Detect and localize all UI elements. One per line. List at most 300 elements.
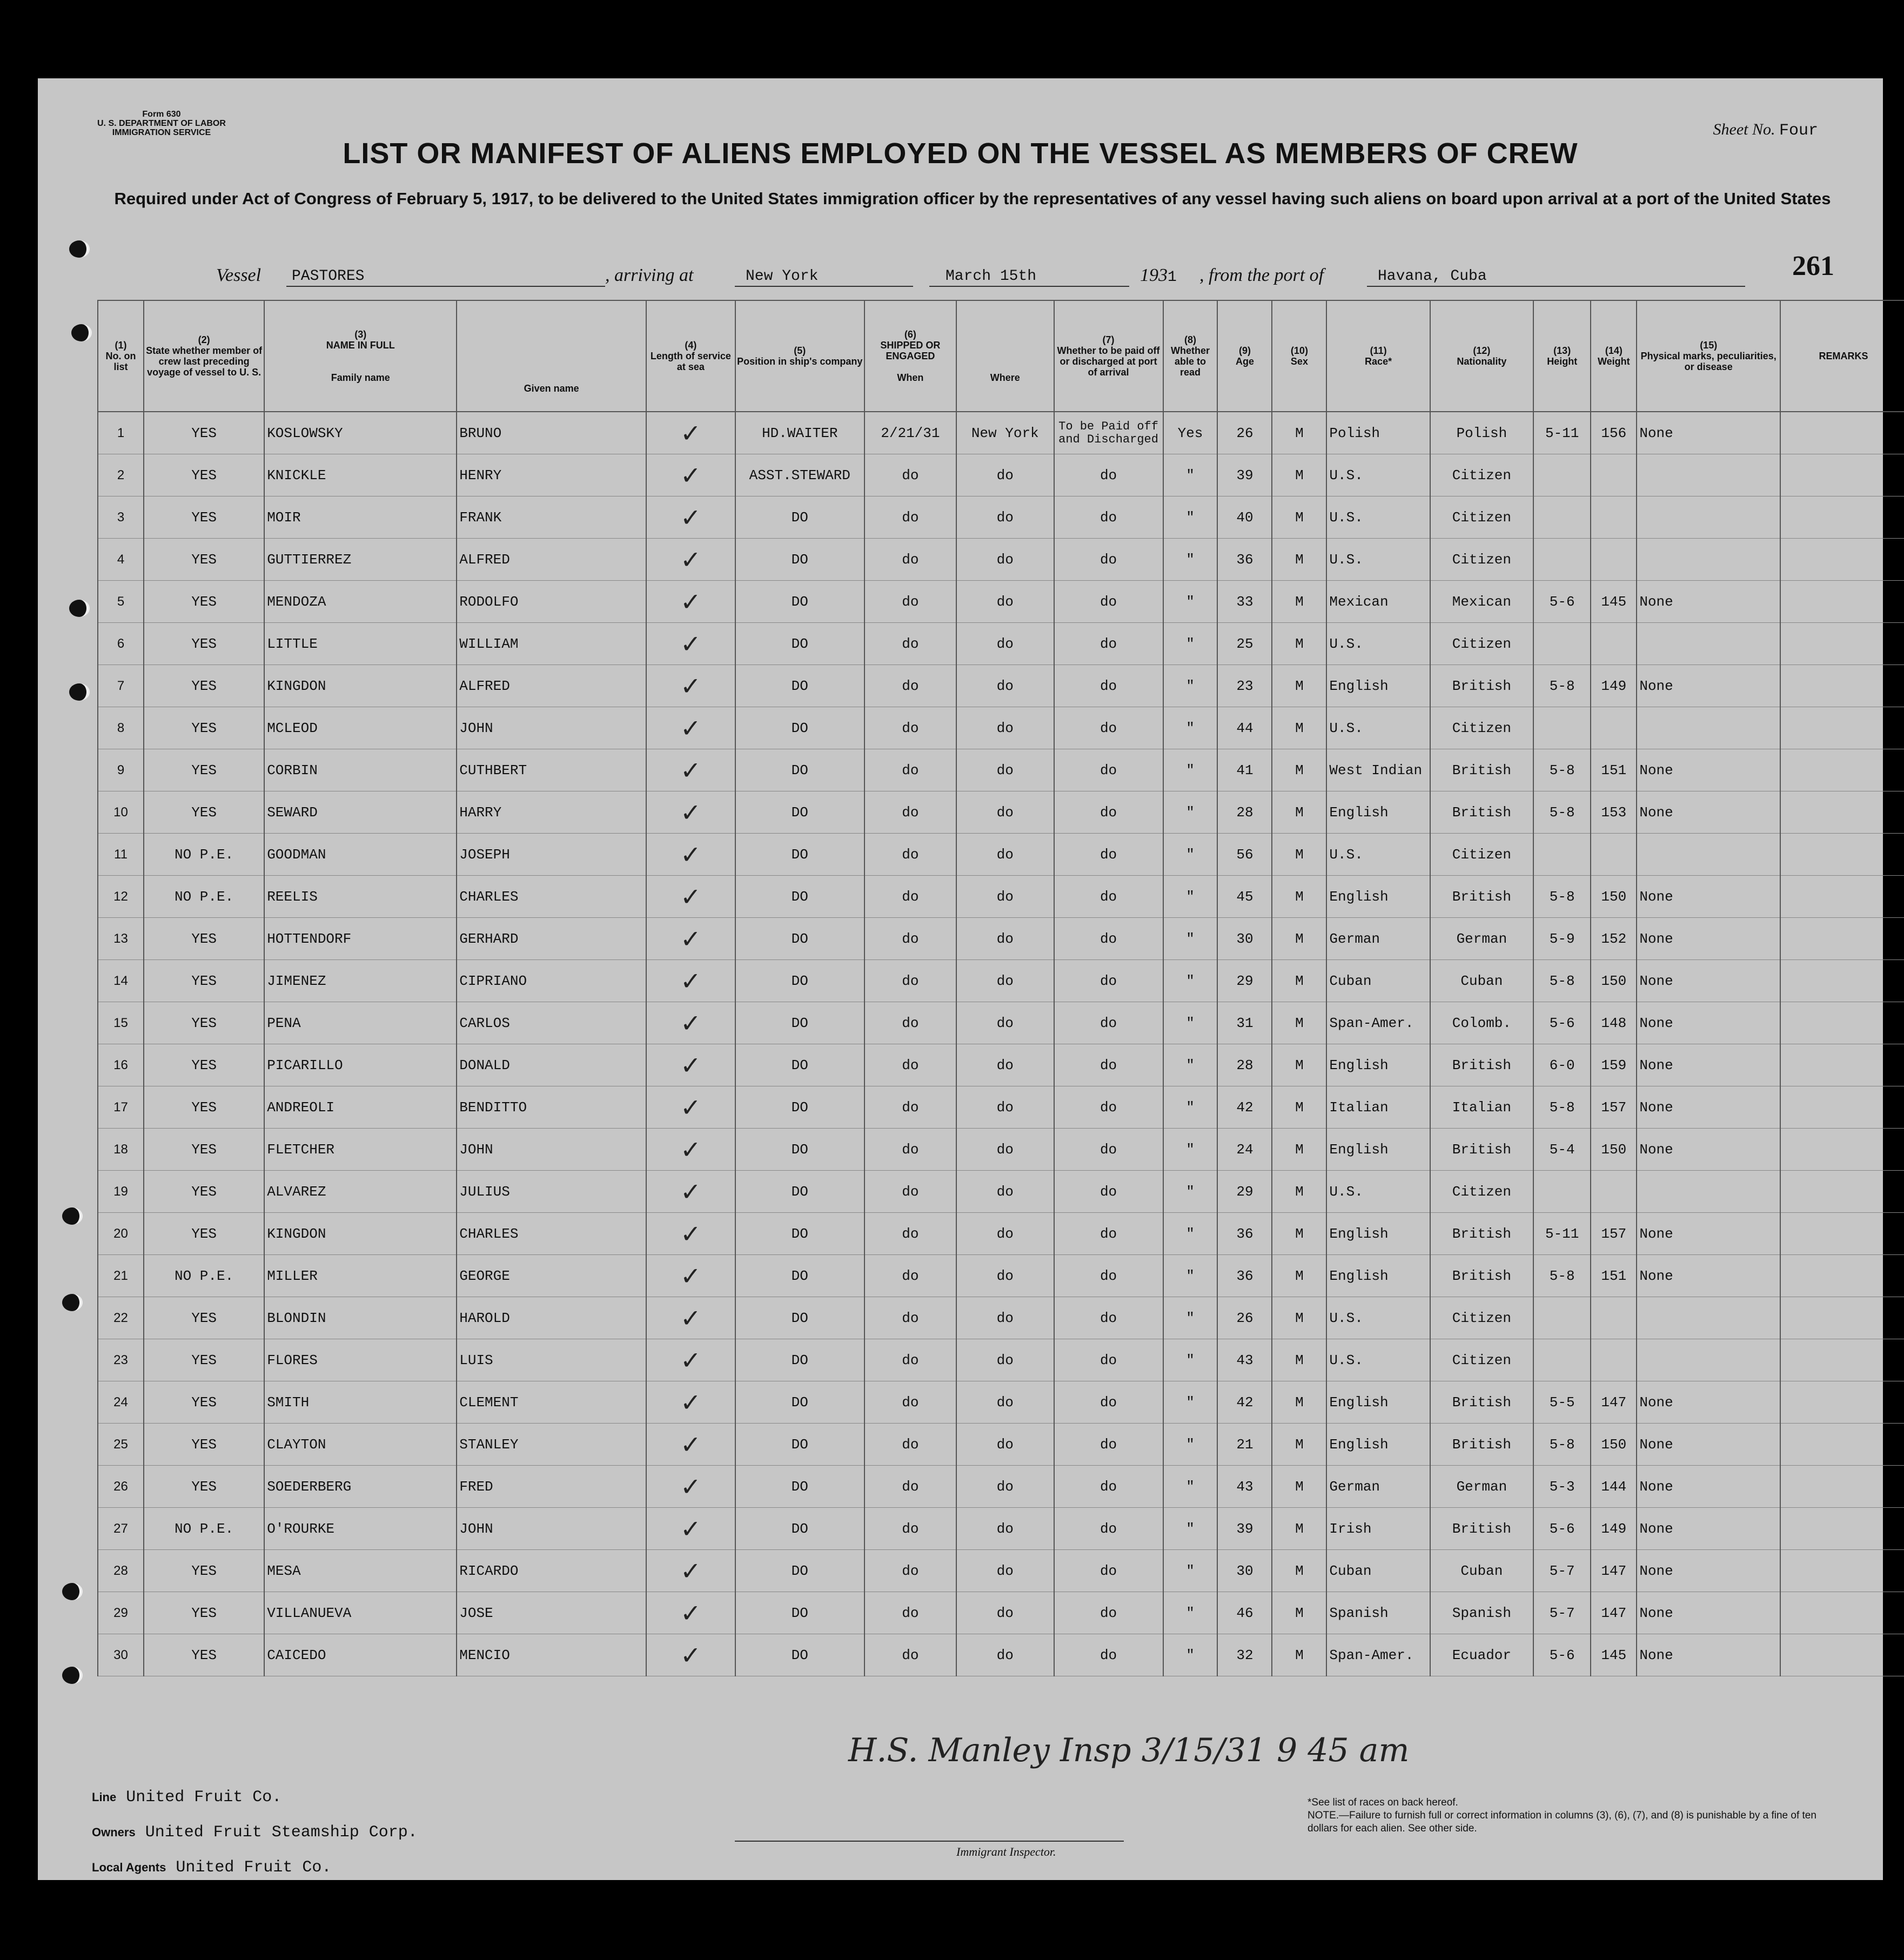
cell-family-name: SEWARD xyxy=(264,791,457,834)
cell-where: do xyxy=(956,791,1054,834)
cell-previous-voyage: YES xyxy=(144,496,264,539)
cell-sex: M xyxy=(1272,707,1326,749)
cell-where: do xyxy=(956,1213,1054,1255)
col-family-name-header: (3) NAME IN FULL Family name xyxy=(264,300,457,412)
cell-given-name: CIPRIANO xyxy=(457,960,646,1002)
cell-read: " xyxy=(1163,1086,1218,1129)
cell-race: U.S. xyxy=(1326,496,1430,539)
cell-weight: 150 xyxy=(1591,1129,1637,1171)
cell-age: 43 xyxy=(1217,1466,1272,1508)
table-row xyxy=(98,1044,1904,1086)
cell-height: 5-11 xyxy=(1533,412,1591,454)
cell-height xyxy=(1533,1297,1591,1339)
punch-hole xyxy=(71,324,92,341)
cell-race: English xyxy=(1326,1129,1430,1171)
cell-remarks xyxy=(1780,960,1904,1002)
cell-remarks xyxy=(1780,1339,1904,1381)
cell-race: U.S. xyxy=(1326,1171,1430,1213)
cell-paid-off: do xyxy=(1054,1466,1163,1508)
year-prefix: 193 xyxy=(1140,265,1168,285)
cell-sex: M xyxy=(1272,918,1326,960)
cell-nationality: British xyxy=(1430,1129,1533,1171)
cell-nationality: British xyxy=(1430,791,1533,834)
cell-where: do xyxy=(956,454,1054,496)
col-position-header: (5) Position in ship's company xyxy=(735,300,864,412)
cell-family-name: CAICEDO xyxy=(264,1634,457,1676)
cell-no: 27 xyxy=(98,1508,144,1550)
cell-nationality: Citizen xyxy=(1430,623,1533,665)
cell-no: 12 xyxy=(98,876,144,918)
cell-height xyxy=(1533,1339,1591,1381)
cell-where: do xyxy=(956,1381,1054,1424)
cell-paid-off: do xyxy=(1054,876,1163,918)
cell-read: " xyxy=(1163,1002,1218,1044)
cell-age: 41 xyxy=(1217,749,1272,791)
cell-position: DO xyxy=(735,1508,864,1550)
cell-nationality: Polish xyxy=(1430,412,1533,454)
cell-physical-marks: None xyxy=(1637,1129,1780,1171)
cell-sex: M xyxy=(1272,791,1326,834)
cell-remarks xyxy=(1780,665,1904,707)
cell-given-name: ALFRED xyxy=(457,539,646,581)
cell-no: 18 xyxy=(98,1129,144,1171)
table-row xyxy=(98,876,1904,918)
cell-where: do xyxy=(956,1466,1054,1508)
table-row xyxy=(98,1339,1904,1381)
cell-weight: 152 xyxy=(1591,918,1637,960)
cell-previous-voyage: YES xyxy=(144,1339,264,1381)
cell-physical-marks: None xyxy=(1637,749,1780,791)
cell-paid-off: To be Paid off and Discharged xyxy=(1054,412,1163,454)
cell-given-name: JOSEPH xyxy=(457,834,646,876)
arrival-date: March 15th xyxy=(946,268,1037,285)
cell-remarks xyxy=(1780,539,1904,581)
cell-remarks xyxy=(1780,1213,1904,1255)
cell-previous-voyage: YES xyxy=(144,665,264,707)
cell-no: 11 xyxy=(98,834,144,876)
check-mark-icon: ✓ xyxy=(680,1050,701,1080)
cell-previous-voyage: YES xyxy=(144,918,264,960)
cell-remarks xyxy=(1780,496,1904,539)
check-mark-icon: ✓ xyxy=(680,755,701,785)
cell-when: 2/21/31 xyxy=(864,412,956,454)
cell-nationality: Citizen xyxy=(1430,707,1533,749)
check-mark-icon: ✓ xyxy=(680,587,701,616)
cell-family-name: MOIR xyxy=(264,496,457,539)
cell-paid-off: do xyxy=(1054,960,1163,1002)
cell-position: DO xyxy=(735,1466,864,1508)
cell-previous-voyage: YES xyxy=(144,412,264,454)
cell-where: do xyxy=(956,1002,1054,1044)
table-row xyxy=(98,665,1904,707)
cell-length-of-service xyxy=(646,1592,735,1634)
cell-physical-marks: None xyxy=(1637,412,1780,454)
cell-read: " xyxy=(1163,1592,1218,1634)
cell-height: 5-8 xyxy=(1533,960,1591,1002)
cell-position: DO xyxy=(735,876,864,918)
cell-length-of-service xyxy=(646,454,735,496)
cell-length-of-service xyxy=(646,412,735,454)
col-physical-marks-header: (15) Physical marks, peculiarities, or disease xyxy=(1637,300,1780,412)
cell-no: 10 xyxy=(98,791,144,834)
cell-no: 21 xyxy=(98,1255,144,1297)
cell-nationality: German xyxy=(1430,1466,1533,1508)
cell-weight: 149 xyxy=(1591,1508,1637,1550)
cell-remarks xyxy=(1780,1297,1904,1339)
cell-no: 7 xyxy=(98,665,144,707)
cell-sex: M xyxy=(1272,834,1326,876)
cell-length-of-service xyxy=(646,876,735,918)
cell-previous-voyage: YES xyxy=(144,454,264,496)
cell-length-of-service xyxy=(646,1381,735,1424)
cell-nationality: British xyxy=(1430,1213,1533,1255)
cell-previous-voyage: YES xyxy=(144,791,264,834)
cell-weight: 157 xyxy=(1591,1086,1637,1129)
cell-nationality: British xyxy=(1430,876,1533,918)
cell-height: 6-0 xyxy=(1533,1044,1591,1086)
cell-previous-voyage: YES xyxy=(144,1002,264,1044)
cell-sex: M xyxy=(1272,1255,1326,1297)
cell-family-name: LITTLE xyxy=(264,623,457,665)
cell-sex: M xyxy=(1272,1002,1326,1044)
cell-age: 45 xyxy=(1217,876,1272,918)
table-row xyxy=(98,1002,1904,1044)
cell-where: do xyxy=(956,834,1054,876)
cell-sex: M xyxy=(1272,496,1326,539)
cell-sex: M xyxy=(1272,1171,1326,1213)
cell-age: 24 xyxy=(1217,1129,1272,1171)
cell-physical-marks xyxy=(1637,454,1780,496)
check-mark-icon: ✓ xyxy=(680,545,701,574)
cell-age: 42 xyxy=(1217,1086,1272,1129)
cell-family-name: REELIS xyxy=(264,876,457,918)
cell-age: 36 xyxy=(1217,1255,1272,1297)
cell-read: " xyxy=(1163,1508,1218,1550)
cell-read: " xyxy=(1163,1129,1218,1171)
cell-sex: M xyxy=(1272,1044,1326,1086)
cell-height: 5-6 xyxy=(1533,1002,1591,1044)
col-when-header: (6) SHIPPED OR ENGAGED When xyxy=(864,300,956,412)
punch-hole xyxy=(69,600,90,617)
col-previous-voyage-header: (2) State whether member of crew last preceding voyage of vessel to U. S. xyxy=(144,300,264,412)
cell-previous-voyage: YES xyxy=(144,1297,264,1339)
cell-race: U.S. xyxy=(1326,1339,1430,1381)
cell-no: 8 xyxy=(98,707,144,749)
cell-when: do xyxy=(864,1508,956,1550)
cell-nationality: Spanish xyxy=(1430,1592,1533,1634)
cell-when: do xyxy=(864,623,956,665)
cell-position: DO xyxy=(735,1002,864,1044)
cell-where: do xyxy=(956,1044,1054,1086)
cell-sex: M xyxy=(1272,1129,1326,1171)
form-stamp xyxy=(97,110,226,137)
cell-position: HD.WAITER xyxy=(735,412,864,454)
footer-line xyxy=(92,1788,281,1807)
cell-when: do xyxy=(864,1213,956,1255)
cell-no: 5 xyxy=(98,581,144,623)
cell-given-name: JOHN xyxy=(457,1508,646,1550)
table-row xyxy=(98,1171,1904,1213)
cell-height: 5-11 xyxy=(1533,1213,1591,1255)
cell-height: 5-8 xyxy=(1533,1086,1591,1129)
cell-remarks xyxy=(1780,1255,1904,1297)
cell-when: do xyxy=(864,960,956,1002)
cell-age: 21 xyxy=(1217,1424,1272,1466)
cell-nationality: British xyxy=(1430,1044,1533,1086)
cell-when: do xyxy=(864,1255,956,1297)
cell-remarks xyxy=(1780,1424,1904,1466)
cell-where: do xyxy=(956,623,1054,665)
cell-length-of-service xyxy=(646,539,735,581)
cell-race: U.S. xyxy=(1326,623,1430,665)
arriving-label: , arriving at xyxy=(605,265,694,285)
cell-no: 13 xyxy=(98,918,144,960)
department-name: U. S. DEPARTMENT OF LABOR xyxy=(97,119,226,128)
cell-where: do xyxy=(956,1508,1054,1550)
cell-length-of-service xyxy=(646,1255,735,1297)
col-race-header: (11) Race* xyxy=(1326,300,1430,412)
cell-age: 44 xyxy=(1217,707,1272,749)
cell-read: Yes xyxy=(1163,412,1218,454)
cell-read: " xyxy=(1163,1171,1218,1213)
cell-race: Span-Amer. xyxy=(1326,1634,1430,1676)
cell-given-name: JULIUS xyxy=(457,1171,646,1213)
cell-previous-voyage: YES xyxy=(144,1086,264,1129)
cell-sex: M xyxy=(1272,1339,1326,1381)
cell-height xyxy=(1533,496,1591,539)
cell-sex: M xyxy=(1272,1592,1326,1634)
cell-family-name: MILLER xyxy=(264,1255,457,1297)
table-row xyxy=(98,412,1904,454)
cell-read: " xyxy=(1163,707,1218,749)
cell-paid-off: do xyxy=(1054,1171,1163,1213)
table-row xyxy=(98,1634,1904,1676)
cell-length-of-service xyxy=(646,749,735,791)
cell-no: 25 xyxy=(98,1424,144,1466)
footer-agents xyxy=(92,1858,331,1877)
cell-weight: 159 xyxy=(1591,1044,1637,1086)
cell-family-name: O'ROURKE xyxy=(264,1508,457,1550)
table-row xyxy=(98,1592,1904,1634)
cell-previous-voyage: YES xyxy=(144,707,264,749)
punch-hole xyxy=(62,1207,83,1225)
table-row xyxy=(98,623,1904,665)
cell-position: DO xyxy=(735,960,864,1002)
cell-read: " xyxy=(1163,749,1218,791)
table-row xyxy=(98,1550,1904,1592)
cell-no: 16 xyxy=(98,1044,144,1086)
table-row xyxy=(98,454,1904,496)
cell-family-name: JIMENEZ xyxy=(264,960,457,1002)
cell-height: 5-8 xyxy=(1533,791,1591,834)
cell-previous-voyage: YES xyxy=(144,581,264,623)
cell-when: do xyxy=(864,834,956,876)
cell-nationality: Citizen xyxy=(1430,834,1533,876)
cell-family-name: SMITH xyxy=(264,1381,457,1424)
cell-position: DO xyxy=(735,1592,864,1634)
punch-hole xyxy=(69,683,90,701)
cell-physical-marks: None xyxy=(1637,1086,1780,1129)
cell-when: do xyxy=(864,876,956,918)
cell-remarks xyxy=(1780,581,1904,623)
cell-physical-marks: None xyxy=(1637,665,1780,707)
cell-nationality: Citizen xyxy=(1430,454,1533,496)
cell-position: DO xyxy=(735,1381,864,1424)
cell-age: 39 xyxy=(1217,1508,1272,1550)
col-read-header: (8) Whether able to read xyxy=(1163,300,1218,412)
cell-height: 5-8 xyxy=(1533,749,1591,791)
cell-weight xyxy=(1591,623,1637,665)
cell-length-of-service xyxy=(646,1550,735,1592)
cell-height: 5-7 xyxy=(1533,1550,1591,1592)
cell-paid-off: do xyxy=(1054,1044,1163,1086)
cell-nationality: British xyxy=(1430,1424,1533,1466)
cell-age: 25 xyxy=(1217,623,1272,665)
cell-race: U.S. xyxy=(1326,1297,1430,1339)
cell-no: 4 xyxy=(98,539,144,581)
cell-where: do xyxy=(956,1129,1054,1171)
cell-paid-off: do xyxy=(1054,496,1163,539)
cell-read: " xyxy=(1163,1255,1218,1297)
check-mark-icon: ✓ xyxy=(680,1008,701,1038)
cell-paid-off: do xyxy=(1054,581,1163,623)
cell-weight: 147 xyxy=(1591,1381,1637,1424)
cell-given-name: DONALD xyxy=(457,1044,646,1086)
cell-read: " xyxy=(1163,791,1218,834)
cell-given-name: GERHARD xyxy=(457,918,646,960)
cell-family-name: SOEDERBERG xyxy=(264,1466,457,1508)
cell-age: 36 xyxy=(1217,539,1272,581)
cell-physical-marks: None xyxy=(1637,918,1780,960)
table-header-row xyxy=(98,300,1904,412)
col-sex-header: (10) Sex xyxy=(1272,300,1326,412)
cell-race: West Indian xyxy=(1326,749,1430,791)
table-row xyxy=(98,1297,1904,1339)
cell-previous-voyage: YES xyxy=(144,749,264,791)
cell-previous-voyage: YES xyxy=(144,1634,264,1676)
cell-remarks xyxy=(1780,1550,1904,1592)
cell-race: English xyxy=(1326,876,1430,918)
cell-height xyxy=(1533,707,1591,749)
check-mark-icon: ✓ xyxy=(680,924,701,954)
cell-length-of-service xyxy=(646,1424,735,1466)
cell-position: DO xyxy=(735,1129,864,1171)
cell-sex: M xyxy=(1272,876,1326,918)
cell-weight xyxy=(1591,539,1637,581)
cell-paid-off: do xyxy=(1054,1213,1163,1255)
cell-position: DO xyxy=(735,1339,864,1381)
cell-given-name: CHARLES xyxy=(457,876,646,918)
cell-family-name: ANDREOLI xyxy=(264,1086,457,1129)
cell-when: do xyxy=(864,581,956,623)
cell-physical-marks xyxy=(1637,707,1780,749)
cell-nationality: Italian xyxy=(1430,1086,1533,1129)
cell-read: " xyxy=(1163,581,1218,623)
cell-remarks xyxy=(1780,707,1904,749)
vessel-name: PASTORES xyxy=(292,268,365,285)
cell-family-name: FLETCHER xyxy=(264,1129,457,1171)
cell-sex: M xyxy=(1272,1213,1326,1255)
cell-sex: M xyxy=(1272,1508,1326,1550)
cell-length-of-service xyxy=(646,1508,735,1550)
table-row xyxy=(98,1508,1904,1550)
check-mark-icon: ✓ xyxy=(680,1598,701,1628)
cell-where: do xyxy=(956,960,1054,1002)
cell-remarks xyxy=(1780,834,1904,876)
cell-paid-off: do xyxy=(1054,1508,1163,1550)
cell-race: English xyxy=(1326,1424,1430,1466)
check-mark-icon: ✓ xyxy=(680,671,701,701)
inspector-line xyxy=(735,1841,1124,1842)
cell-nationality: German xyxy=(1430,918,1533,960)
cell-position: DO xyxy=(735,707,864,749)
cell-paid-off: do xyxy=(1054,918,1163,960)
cell-race: English xyxy=(1326,1213,1430,1255)
cell-given-name: CARLOS xyxy=(457,1002,646,1044)
footnote-races: *See list of races on back hereof. xyxy=(1308,1797,1458,1808)
punch-hole xyxy=(62,1294,83,1311)
cell-previous-voyage: YES xyxy=(144,960,264,1002)
cell-read: " xyxy=(1163,665,1218,707)
check-mark-icon: ✓ xyxy=(680,502,701,532)
cell-length-of-service xyxy=(646,1634,735,1676)
cell-read: " xyxy=(1163,1466,1218,1508)
cell-position: DO xyxy=(735,1044,864,1086)
cell-where: do xyxy=(956,749,1054,791)
cell-family-name: PICARILLO xyxy=(264,1044,457,1086)
cell-length-of-service xyxy=(646,1002,735,1044)
cell-remarks xyxy=(1780,876,1904,918)
cell-family-name: GUTTIERREZ xyxy=(264,539,457,581)
cell-no: 3 xyxy=(98,496,144,539)
col-paid-off-header: (7) Whether to be paid off or discharged at port of arrival xyxy=(1054,300,1163,412)
check-mark-icon: ✓ xyxy=(680,1261,701,1291)
cell-height: 5-6 xyxy=(1533,581,1591,623)
cell-age: 30 xyxy=(1217,1550,1272,1592)
cell-where: do xyxy=(956,1255,1054,1297)
cell-no: 9 xyxy=(98,749,144,791)
cell-physical-marks: None xyxy=(1637,1381,1780,1424)
cell-family-name: PENA xyxy=(264,1002,457,1044)
cell-age: 29 xyxy=(1217,1171,1272,1213)
cell-given-name: FRED xyxy=(457,1466,646,1508)
cell-no: 22 xyxy=(98,1297,144,1339)
cell-remarks xyxy=(1780,791,1904,834)
cell-read: " xyxy=(1163,496,1218,539)
cell-weight: 148 xyxy=(1591,1002,1637,1044)
cell-paid-off: do xyxy=(1054,454,1163,496)
cell-age: 56 xyxy=(1217,834,1272,876)
cell-race: Polish xyxy=(1326,412,1430,454)
cell-remarks xyxy=(1780,1381,1904,1424)
cell-previous-voyage: NO P.E. xyxy=(144,834,264,876)
vessel-line xyxy=(38,262,1883,289)
cell-sex: M xyxy=(1272,1550,1326,1592)
cell-no: 20 xyxy=(98,1213,144,1255)
cell-position: DO xyxy=(735,834,864,876)
cell-previous-voyage: YES xyxy=(144,1466,264,1508)
cell-physical-marks: None xyxy=(1637,1424,1780,1466)
cell-where: do xyxy=(956,1171,1054,1213)
cell-race: Italian xyxy=(1326,1086,1430,1129)
table-row xyxy=(98,1424,1904,1466)
check-mark-icon: ✓ xyxy=(680,840,701,869)
cell-position: DO xyxy=(735,581,864,623)
cell-race: U.S. xyxy=(1326,707,1430,749)
cell-position: DO xyxy=(735,918,864,960)
cell-family-name: ALVAREZ xyxy=(264,1171,457,1213)
cell-length-of-service xyxy=(646,707,735,749)
